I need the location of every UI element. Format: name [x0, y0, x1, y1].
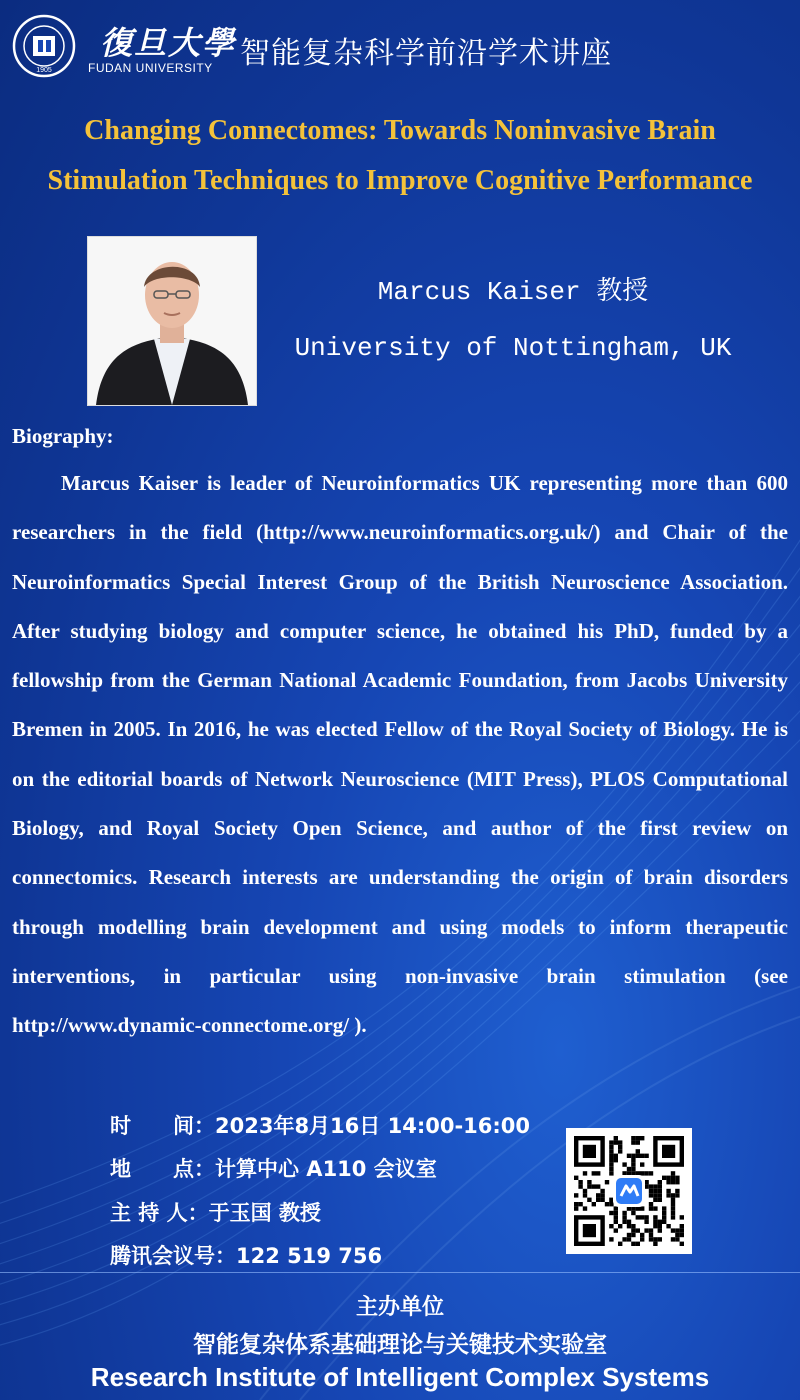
place-label: 地 点： [110, 1157, 215, 1181]
meeting-value: 122 519 756 [236, 1244, 383, 1268]
speaker-portrait-image [88, 237, 256, 405]
header [12, 10, 792, 82]
time-label: 时 间： [110, 1114, 215, 1138]
speaker-name: Marcus Kaiser 教授 [377, 277, 649, 307]
host-value: 于玉国 教授 [208, 1201, 321, 1225]
speaker-photo [87, 236, 257, 406]
organizer-name-en: Research Institute of Intelligent Complex Systems [90, 1362, 710, 1392]
meeting-label: 腾讯会议号： [110, 1244, 236, 1268]
university-name-en: FUDAN UNIVERSITY [88, 61, 213, 75]
info-meeting [110, 1240, 382, 1270]
talk-title-line-1: Changing Connectomes: Towards Noninvasive Brain [84, 115, 716, 146]
tencent-meeting-logo-icon [613, 1175, 645, 1207]
talk-title [0, 106, 800, 206]
info-time [110, 1110, 530, 1140]
biography-text: Marcus Kaiser is leader of Neuroinformatics UK representing more than 600 researchers in the field (http://www.neuroinformatics.org.uk/) and Chair of the Neuroinformatics Special Interest Group of the British Neuroscience Association. After studying biology and computer science, he obtained his PhD, funded by a fellowship from the German National Academic Foundation, from Jacobs University Bremen in 2005. In 2016, he was elected Fellow of the Royal Society of Biology. He is on the editorial boards of Network Neuroscience (MIT Press), PLOS Computational Biology, and Royal Society Open Science, and author of the first review on connectomics. Research interests are understanding the origin of brain disorders through modelling brain development and using models to inform therapeutic interventions, in particular using non-invasive brain stimulation (see http://www.dynamic-connectome.org/ ). [12, 471, 788, 1038]
info-host [110, 1197, 321, 1227]
biography-label: Biography: [12, 424, 114, 448]
organizer-name-cn: 智能复杂体系基础理论与关键技术实验室 [193, 1332, 607, 1358]
university-name-cn: 復旦大學 [100, 24, 237, 62]
place-value: 计算中心 A110 会议室 [215, 1157, 437, 1181]
speaker-affiliation: University of Nottingham, UK [294, 333, 732, 363]
talk-title-line-2: Stimulation Techniques to Improve Cognitive Performance [47, 165, 753, 196]
qr-code-icon [566, 1128, 692, 1254]
footer-divider [0, 1272, 800, 1273]
fudan-seal-icon [12, 14, 76, 78]
host-label: 主 持 人： [110, 1201, 209, 1225]
svg-text:1905: 1905 [36, 67, 52, 74]
organizer-label: 主办单位 [355, 1295, 444, 1320]
time-value: 2023年8月16日 14:00-16:00 [215, 1114, 530, 1138]
qr-code[interactable] [566, 1128, 692, 1254]
lecture-series-title: 智能复杂科学前沿学术讲座 [240, 36, 612, 71]
info-place [110, 1153, 437, 1183]
